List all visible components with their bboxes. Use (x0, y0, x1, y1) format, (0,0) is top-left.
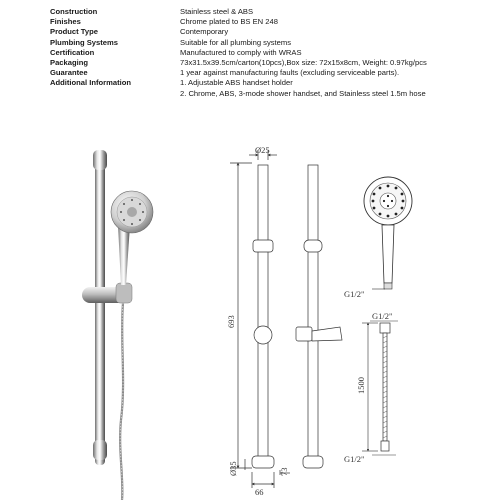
bottom-bracket-photo (93, 440, 107, 460)
spec-value: Stainless steel & ABS (180, 7, 254, 16)
hose-bottom-nut (381, 441, 389, 451)
handset-handle-photo (118, 225, 130, 285)
spec-value: Contemporary (180, 27, 229, 37)
handset-drawing (364, 177, 412, 289)
spec-value: 1 year against manufacturing faults (excluding serviceable parts). (180, 68, 400, 78)
handset-handle (382, 225, 394, 283)
spec-label: Construction (50, 7, 98, 16)
spec-label: Plumbing Systems (50, 37, 118, 47)
rail-side-drawing (280, 165, 342, 475)
spec-label: Product Type (50, 27, 98, 37)
spec-label: Finishes (50, 17, 81, 27)
hose-thread-bottom-label: G1/2" (344, 454, 365, 464)
spec-label: Packaging (50, 57, 88, 67)
rail-front-drawing (230, 150, 277, 488)
hose-drawing (344, 311, 398, 464)
spec-value: 1. Adjustable ABS handset holder (180, 78, 293, 88)
spec-value: Chrome plated to BS EN 248 (180, 17, 278, 27)
handset-center-photo (127, 207, 137, 217)
rail-photo (95, 165, 105, 465)
rail-diameter-label: Ø25 (255, 145, 270, 155)
hose-thread-top-label: G1/2" (372, 311, 393, 321)
spec-label: Guarantee (50, 68, 88, 78)
spec-label: Additional Information (50, 78, 131, 88)
bracket-width-label: 66 (255, 487, 264, 497)
holder-cradle-photo (116, 283, 132, 303)
top-bracket-photo (93, 150, 107, 170)
hose-photo (120, 303, 123, 500)
spec-value: 2. Chrome, ABS, 3-mode shower handset, and Stainless steel 1.5m hose (180, 88, 426, 98)
rail-length-label: 693 (226, 315, 236, 328)
bracket-diameter-label: Ø35 (228, 461, 238, 476)
handset-thread-label: G1/2" (344, 289, 365, 299)
spec-value: 73x31.5x39.5cm/carton(10pcs),Box size: 72x15x8cm, Weight: 0.97kg/pcs (180, 57, 427, 67)
product-photo (82, 150, 153, 500)
handset-thread-end (384, 283, 392, 289)
hose-top-nut (380, 323, 390, 333)
spec-value: Manufactured to comply with WRAS (180, 47, 302, 57)
spec-value: Suitable for all plumbing systems (180, 37, 292, 47)
hose-length-label: 1500 (356, 377, 366, 394)
bracket-depth-label: 73 (279, 467, 289, 476)
spec-label: Certification (50, 47, 95, 57)
